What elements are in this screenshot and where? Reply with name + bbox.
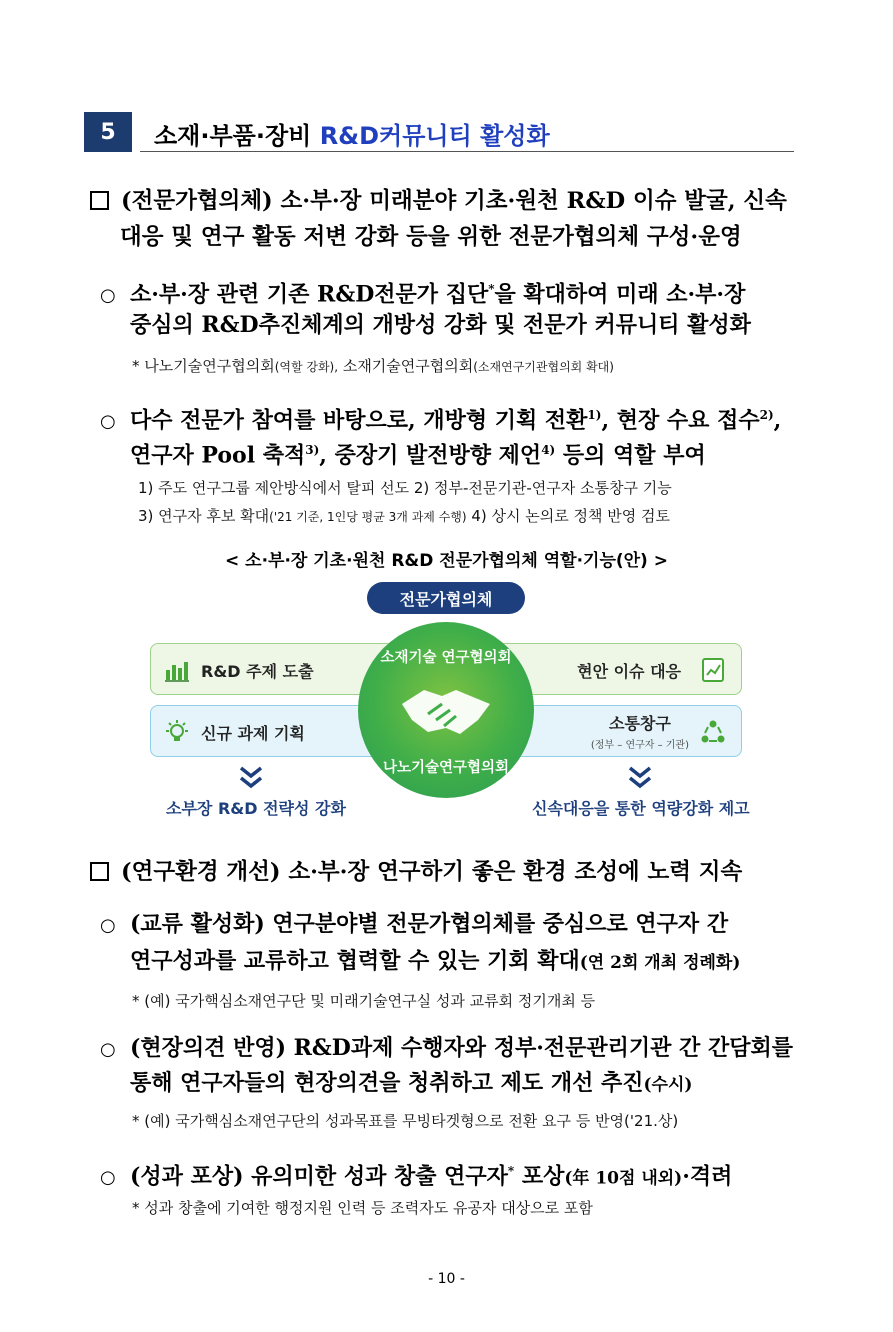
label-communication-main: 소통창구 (609, 714, 671, 733)
footnote-mark-4: 4) (541, 443, 556, 457)
section-title (154, 116, 550, 151)
block2-item1-text-a: 연구성과를 교류하고 협력할 수 있는 기회 확대 (130, 948, 580, 974)
block1-item1-text-b: 을 확대하여 미래 소·부·장 (494, 281, 746, 308)
note-small-a: (역할 강화), (274, 360, 339, 374)
circle-bullet-icon: ○ (100, 1039, 116, 1060)
block2-item3-note: * 성과 창출에 기여한 행정지원 인력 등 조력자도 유공자 대상으로 포함 (132, 1199, 593, 1217)
section-heading (84, 112, 794, 152)
circle-bullet-icon: ○ (100, 915, 116, 936)
block2-item3-text-c: ·격려 (682, 1163, 733, 1190)
block2-item1-line2 (130, 944, 740, 980)
block2-item2-line2 (130, 1066, 692, 1102)
network-icon (699, 718, 727, 746)
label-communication (591, 711, 689, 751)
label-new-project: 신규 과제 기획 (201, 724, 305, 743)
chevron-down-icon (627, 766, 653, 790)
expert-council-pill: 전문가협의체 (367, 582, 525, 614)
note2-text-a: 3) 연구자 후보 확대 (138, 507, 270, 525)
block2-heading-text: (연구환경 개선) 소·부·장 연구하기 좋은 환경 조성에 노력 지속 (121, 859, 743, 885)
section-title-highlight: R&D커뮤니티 활성화 (319, 122, 550, 150)
outcome-right: 신속대응을 통한 역량강화 제고 (532, 799, 750, 818)
circle-label-materials: 소재기술 연구협의회 (380, 650, 512, 666)
note-small-b: (소재연구기관협의회 확대) (473, 360, 614, 374)
block1-item2-text-e: , 중장기 발전방향 제언 (319, 442, 542, 469)
block2-item1-note: * (예) 국가핵심소재연구단 및 미래기술연구실 성과 교류회 정기개최 등 (132, 992, 596, 1010)
council-circle (358, 622, 534, 798)
block1-item2-text-b: , 현장 수요 접수 (601, 407, 760, 434)
chevron-down-icon (238, 766, 264, 790)
square-bullet-icon (90, 191, 109, 210)
page-number: - 10 - (428, 1271, 465, 1287)
lightbulb-icon (163, 718, 191, 746)
block1-item1-line2: 중심의 R&D추진체계의 개방성 강화 및 전문가 커뮤니티 활성화 (130, 312, 751, 338)
role-diagram (140, 580, 755, 825)
block1-heading-text1: (전문가협의체) 소·부·장 미래분야 기초·원천 R&D 이슈 발굴, 신속 (121, 188, 787, 214)
block2-item1-small: (연 2회 개최 정례화) (579, 953, 741, 973)
document-chart-icon (699, 656, 727, 684)
handshake-icon (398, 674, 494, 744)
block2-item3-small: (年 10점 내외) (564, 1168, 683, 1189)
label-rnd-topic: R&D 주제 도출 (201, 662, 314, 681)
block2-item3-line1 (100, 1154, 732, 1195)
circle-bullet-icon: ○ (100, 1167, 116, 1189)
circle-bullet-icon: ○ (100, 285, 116, 307)
block2-item3-text-a: (성과 포상) 유의미한 성과 창출 연구자 (130, 1163, 508, 1190)
footnote-mark: * (488, 282, 495, 296)
block1-item2-note2 (138, 505, 670, 528)
circle-label-nano: 나노기술연구협의회 (382, 760, 510, 776)
block1-item2-text-a: 다수 전문가 참여를 바탕으로, 개방형 기획 전환 (130, 407, 588, 434)
footnote-mark-2: 2) (759, 408, 774, 422)
footnote-mark: * (507, 1164, 515, 1178)
block1-item2-text-d: 연구자 Pool 축적 (130, 442, 306, 469)
footnote-mark-1: 1) (587, 408, 602, 422)
block2-item2-small: (수시) (643, 1075, 693, 1095)
block1-item2-text-c: , (773, 407, 782, 434)
label-issue-response: 현안 이슈 대응 (577, 662, 681, 681)
label-communication-sub: (정부 – 연구자 – 기관) (590, 740, 689, 751)
block2-item2-line1 (100, 1031, 793, 1067)
section-number: 5 (84, 112, 132, 152)
outcome-left: 소부장 R&D 전략성 강화 (166, 799, 346, 818)
block1-item2-note1: 1) 주도 연구그룹 제안방식에서 탈피 선도 2) 정부-전문기관-연구자 소통창구 기능 (138, 479, 672, 497)
block2-item2-text: (현장의견 반영) R&D과제 수행자와 정부·전문관리기관 간 간담회를 (130, 1035, 793, 1061)
block2-item1-line1 (100, 907, 728, 943)
note2-small: ('21 기준, 1인당 평균 3개 과제 수행) (269, 510, 467, 524)
block2-item2-note: * (예) 국가핵심소재연구단의 성과목표를 무빙타겟형으로 전환 요구 등 반영('21.상) (132, 1112, 679, 1130)
note-text-a: * 나노기술연구협의회 (132, 357, 275, 375)
block1-item2-line2 (130, 433, 706, 472)
square-bullet-icon (90, 862, 109, 881)
block1-item1-note (132, 355, 614, 378)
section-underline (140, 151, 794, 152)
block2-heading (90, 855, 742, 889)
block1-item2-text-f: 등의 역할 부여 (555, 442, 706, 469)
footnote-mark-3: 3) (305, 443, 320, 457)
block2-item3-text-b: 포상 (514, 1163, 565, 1190)
block2-item1-text: (교류 활성화) 연구분야별 전문가협의체를 중심으로 연구자 간 (130, 911, 729, 937)
circle-bullet-icon: ○ (100, 411, 116, 433)
block2-item2-text-a: 통해 연구자들의 현장의견을 청취하고 제도 개선 추진 (130, 1070, 644, 1096)
diagram-caption: < 소·부·장 기초·원천 R&D 전문가협의체 역할·기능(안) > (225, 551, 668, 571)
section-title-plain: 소재·부품·장비 (154, 122, 320, 150)
block1-item1-text-a: 소·부·장 관련 기존 R&D전문가 집단 (130, 281, 489, 308)
block1-heading-line1 (90, 184, 787, 218)
block1-heading-line2: 대응 및 연구 활동 저변 강화 등을 위한 전문가협의체 구성·운영 (120, 224, 742, 250)
bar-chart-icon (163, 656, 191, 684)
note-text-b: 소재기술연구협의회 (338, 357, 474, 375)
note2-text-b: 4) 상시 논의로 정책 반영 검토 (466, 507, 670, 525)
